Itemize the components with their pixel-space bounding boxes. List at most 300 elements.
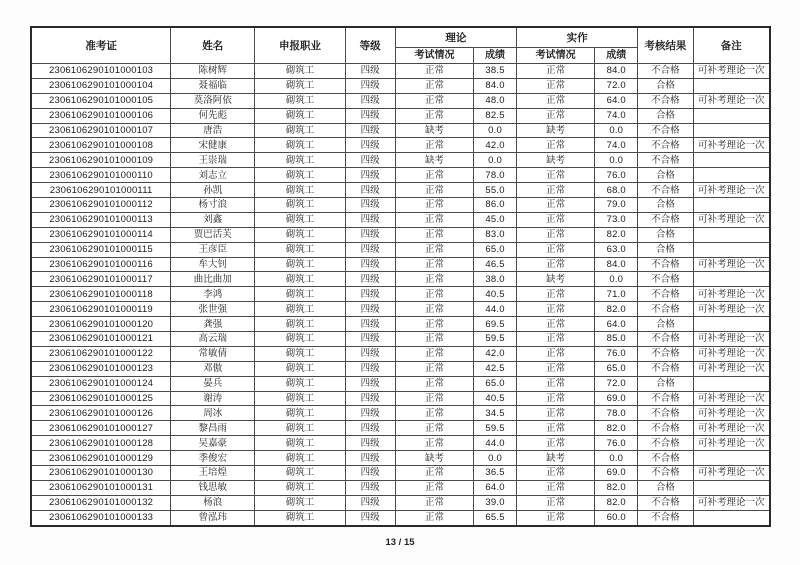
cell-ticket: 2306106290101000104: [31, 78, 171, 93]
cell-level: 四级: [345, 495, 395, 510]
cell-theory-score: 44.0: [474, 436, 517, 451]
cell-remark: 可补考理论一次: [693, 466, 770, 481]
cell-theory-score: 38.5: [474, 64, 517, 79]
cell-occupation: 砌筑工: [255, 138, 345, 153]
cell-occupation: 砌筑工: [255, 64, 345, 79]
table-row: [31, 212, 770, 227]
cell-theory-score: 55.0: [474, 183, 517, 198]
table-row: [31, 153, 770, 168]
cell-theory-status: 正常: [395, 421, 473, 436]
cell-practical-score: 82.0: [595, 495, 638, 510]
cell-practical-status: 正常: [516, 198, 594, 213]
cell-ticket: 2306106290101000133: [31, 510, 171, 525]
cell-remark: [693, 451, 770, 466]
cell-ticket: 2306106290101000122: [31, 346, 171, 361]
cell-remark: 可补考理论一次: [693, 406, 770, 421]
cell-remark: [693, 317, 770, 332]
cell-theory-status: 正常: [395, 78, 473, 93]
cell-theory-status: 正常: [395, 138, 473, 153]
cell-name: 王崇瑞: [171, 153, 255, 168]
cell-level: 四级: [345, 198, 395, 213]
table-row: [31, 361, 770, 376]
cell-name: 唐浩: [171, 123, 255, 138]
cell-theory-score: 44.0: [474, 302, 517, 317]
cell-level: 四级: [345, 332, 395, 347]
cell-practical-status: 正常: [516, 376, 594, 391]
cell-practical-status: 正常: [516, 421, 594, 436]
cell-practical-status: 正常: [516, 287, 594, 302]
cell-practical-score: 74.0: [595, 108, 638, 123]
table-row: [31, 257, 770, 272]
cell-theory-score: 0.0: [474, 153, 517, 168]
table-row: [31, 183, 770, 198]
cell-theory-score: 40.5: [474, 391, 517, 406]
table-row: [31, 227, 770, 242]
table-row: [31, 317, 770, 332]
cell-level: 四级: [345, 93, 395, 108]
cell-ticket: 2306106290101000127: [31, 421, 171, 436]
cell-theory-score: 65.0: [474, 242, 517, 257]
cell-theory-status: 正常: [395, 302, 473, 317]
cell-theory-status: 正常: [395, 64, 473, 79]
table-row: [31, 391, 770, 406]
cell-practical-score: 0.0: [595, 272, 638, 287]
cell-theory-status: 正常: [395, 93, 473, 108]
cell-theory-score: 38.0: [474, 272, 517, 287]
cell-name: 邓傲: [171, 361, 255, 376]
cell-level: 四级: [345, 153, 395, 168]
cell-practical-status: 正常: [516, 406, 594, 421]
cell-remark: [693, 242, 770, 257]
cell-theory-score: 78.0: [474, 168, 517, 183]
cell-ticket: 2306106290101000110: [31, 168, 171, 183]
cell-theory-score: 64.0: [474, 480, 517, 495]
cell-name: 王培煌: [171, 466, 255, 481]
cell-ticket: 2306106290101000128: [31, 436, 171, 451]
cell-theory-score: 65.5: [474, 510, 517, 525]
cell-theory-status: 正常: [395, 495, 473, 510]
cell-theory-score: 59.5: [474, 421, 517, 436]
cell-ticket: 2306106290101000116: [31, 257, 171, 272]
cell-ticket: 2306106290101000108: [31, 138, 171, 153]
cell-practical-score: 82.0: [595, 302, 638, 317]
cell-practical-score: 82.0: [595, 227, 638, 242]
table-row: [31, 436, 770, 451]
cell-practical-score: 76.0: [595, 436, 638, 451]
cell-result: 不合格: [638, 287, 693, 302]
cell-result: 不合格: [638, 510, 693, 525]
cell-level: 四级: [345, 480, 395, 495]
cell-practical-status: 正常: [516, 138, 594, 153]
cell-practical-status: 正常: [516, 436, 594, 451]
cell-practical-score: 64.0: [595, 317, 638, 332]
cell-level: 四级: [345, 168, 395, 183]
cell-theory-status: 正常: [395, 168, 473, 183]
cell-remark: [693, 78, 770, 93]
cell-name: 何先彪: [171, 108, 255, 123]
cell-name: 杨浪: [171, 495, 255, 510]
cell-remark: 可补考理论一次: [693, 391, 770, 406]
cell-level: 四级: [345, 302, 395, 317]
cell-ticket: 2306106290101000131: [31, 480, 171, 495]
cell-ticket: 2306106290101000111: [31, 183, 171, 198]
cell-theory-status: 正常: [395, 212, 473, 227]
cell-name: 李鸿: [171, 287, 255, 302]
cell-theory-score: 45.0: [474, 212, 517, 227]
cell-remark: 可补考理论一次: [693, 421, 770, 436]
cell-practical-score: 76.0: [595, 346, 638, 361]
cell-remark: 可补考理论一次: [693, 287, 770, 302]
cell-ticket: 2306106290101000113: [31, 212, 171, 227]
cell-theory-score: 36.5: [474, 466, 517, 481]
cell-theory-score: 39.0: [474, 495, 517, 510]
cell-result: 不合格: [638, 153, 693, 168]
cell-result: 不合格: [638, 183, 693, 198]
cell-remark: [693, 108, 770, 123]
cell-remark: 可补考理论一次: [693, 93, 770, 108]
cell-level: 四级: [345, 421, 395, 436]
header-remark: 备注: [693, 27, 770, 64]
cell-remark: [693, 272, 770, 287]
header-theory-status: 考试情况: [395, 48, 473, 64]
header-practical-score: 成绩: [595, 48, 638, 64]
cell-theory-score: 69.5: [474, 317, 517, 332]
cell-remark: 可补考理论一次: [693, 346, 770, 361]
cell-remark: [693, 123, 770, 138]
cell-remark: 可补考理论一次: [693, 183, 770, 198]
cell-occupation: 砌筑工: [255, 332, 345, 347]
cell-ticket: 2306106290101000129: [31, 451, 171, 466]
cell-name: 聂福临: [171, 78, 255, 93]
cell-level: 四级: [345, 510, 395, 525]
cell-practical-status: 缺考: [516, 123, 594, 138]
results-table-body: [31, 64, 770, 526]
cell-theory-status: 正常: [395, 257, 473, 272]
cell-result: 不合格: [638, 451, 693, 466]
cell-occupation: 砌筑工: [255, 93, 345, 108]
cell-theory-status: 正常: [395, 406, 473, 421]
cell-level: 四级: [345, 227, 395, 242]
cell-theory-status: 正常: [395, 466, 473, 481]
header-result: 考核结果: [638, 27, 693, 64]
cell-practical-score: 78.0: [595, 406, 638, 421]
cell-name: 张世强: [171, 302, 255, 317]
cell-level: 四级: [345, 346, 395, 361]
cell-theory-score: 86.0: [474, 198, 517, 213]
header-name: 姓名: [171, 27, 255, 64]
cell-practical-status: 正常: [516, 227, 594, 242]
cell-result: 合格: [638, 198, 693, 213]
cell-result: 不合格: [638, 346, 693, 361]
cell-occupation: 砌筑工: [255, 198, 345, 213]
cell-remark: 可补考理论一次: [693, 302, 770, 317]
cell-ticket: 2306106290101000123: [31, 361, 171, 376]
cell-level: 四级: [345, 183, 395, 198]
table-row: [31, 93, 770, 108]
table-row: [31, 242, 770, 257]
cell-occupation: 砌筑工: [255, 421, 345, 436]
cell-practical-status: 正常: [516, 242, 594, 257]
cell-practical-status: 正常: [516, 480, 594, 495]
table-row: [31, 64, 770, 79]
cell-remark: 可补考理论一次: [693, 212, 770, 227]
cell-remark: 可补考理论一次: [693, 332, 770, 347]
cell-result: 合格: [638, 78, 693, 93]
cell-theory-status: 正常: [395, 272, 473, 287]
table-row: [31, 421, 770, 436]
cell-ticket: 2306106290101000112: [31, 198, 171, 213]
cell-ticket: 2306106290101000105: [31, 93, 171, 108]
table-row: [31, 287, 770, 302]
cell-theory-score: 42.0: [474, 346, 517, 361]
cell-practical-status: 正常: [516, 78, 594, 93]
cell-occupation: 砌筑工: [255, 78, 345, 93]
page-number: 13 / 15: [385, 537, 415, 548]
cell-practical-score: 69.0: [595, 391, 638, 406]
cell-theory-score: 40.5: [474, 287, 517, 302]
cell-name: 牟大钊: [171, 257, 255, 272]
cell-theory-score: 59.5: [474, 332, 517, 347]
cell-occupation: 砌筑工: [255, 495, 345, 510]
cell-practical-score: 60.0: [595, 510, 638, 525]
cell-occupation: 砌筑工: [255, 451, 345, 466]
cell-theory-status: 正常: [395, 108, 473, 123]
cell-ticket: 2306106290101000107: [31, 123, 171, 138]
table-row: [31, 138, 770, 153]
cell-theory-status: 正常: [395, 361, 473, 376]
cell-practical-status: 正常: [516, 212, 594, 227]
cell-name: 曾泓玮: [171, 510, 255, 525]
cell-ticket: 2306106290101000118: [31, 287, 171, 302]
cell-name: 陈树辉: [171, 64, 255, 79]
cell-level: 四级: [345, 451, 395, 466]
table-row: [31, 198, 770, 213]
cell-ticket: 2306106290101000125: [31, 391, 171, 406]
cell-result: 合格: [638, 168, 693, 183]
cell-theory-status: 正常: [395, 198, 473, 213]
cell-ticket: 2306106290101000121: [31, 332, 171, 347]
cell-practical-score: 82.0: [595, 421, 638, 436]
cell-practical-status: 正常: [516, 257, 594, 272]
cell-remark: [693, 480, 770, 495]
cell-level: 四级: [345, 64, 395, 79]
cell-theory-status: 正常: [395, 391, 473, 406]
cell-name: 周冰: [171, 406, 255, 421]
cell-practical-score: 82.0: [595, 480, 638, 495]
table-row: [31, 123, 770, 138]
cell-practical-score: 0.0: [595, 123, 638, 138]
exam-results-table: [30, 26, 771, 527]
table-row: [31, 332, 770, 347]
cell-level: 四级: [345, 406, 395, 421]
cell-theory-status: 正常: [395, 510, 473, 525]
cell-theory-status: 缺考: [395, 451, 473, 466]
cell-ticket: 2306106290101000124: [31, 376, 171, 391]
cell-occupation: 砌筑工: [255, 183, 345, 198]
cell-occupation: 砌筑工: [255, 376, 345, 391]
cell-level: 四级: [345, 257, 395, 272]
cell-remark: 可补考理论一次: [693, 257, 770, 272]
cell-theory-status: 缺考: [395, 123, 473, 138]
cell-remark: [693, 227, 770, 242]
cell-remark: 可补考理论一次: [693, 436, 770, 451]
table-row: [31, 510, 770, 525]
cell-level: 四级: [345, 78, 395, 93]
header-practical-group: 实作: [516, 27, 637, 48]
cell-practical-status: 正常: [516, 361, 594, 376]
table-header: [31, 27, 770, 64]
cell-remark: 可补考理论一次: [693, 138, 770, 153]
cell-theory-score: 34.5: [474, 406, 517, 421]
cell-result: 合格: [638, 227, 693, 242]
cell-practical-score: 76.0: [595, 168, 638, 183]
cell-level: 四级: [345, 361, 395, 376]
cell-level: 四级: [345, 466, 395, 481]
header-level: 等级: [345, 27, 395, 64]
cell-result: 不合格: [638, 64, 693, 79]
cell-occupation: 砌筑工: [255, 436, 345, 451]
cell-practical-status: 缺考: [516, 272, 594, 287]
cell-theory-status: 缺考: [395, 153, 473, 168]
cell-level: 四级: [345, 212, 395, 227]
cell-practical-status: 缺考: [516, 153, 594, 168]
cell-theory-status: 正常: [395, 346, 473, 361]
cell-practical-status: 正常: [516, 466, 594, 481]
cell-practical-status: 正常: [516, 93, 594, 108]
table-row: [31, 168, 770, 183]
cell-practical-score: 73.0: [595, 212, 638, 227]
cell-name: 刘志立: [171, 168, 255, 183]
cell-ticket: 2306106290101000114: [31, 227, 171, 242]
cell-ticket: 2306106290101000103: [31, 64, 171, 79]
cell-result: 不合格: [638, 272, 693, 287]
cell-name: 宋健康: [171, 138, 255, 153]
cell-name: 贾巴活芙: [171, 227, 255, 242]
cell-practical-score: 84.0: [595, 64, 638, 79]
cell-practical-status: 缺考: [516, 451, 594, 466]
cell-practical-status: 正常: [516, 64, 594, 79]
cell-ticket: 2306106290101000132: [31, 495, 171, 510]
cell-occupation: 砌筑工: [255, 361, 345, 376]
cell-name: 晏兵: [171, 376, 255, 391]
cell-remark: [693, 510, 770, 525]
cell-name: 刘鑫: [171, 212, 255, 227]
cell-result: 合格: [638, 317, 693, 332]
cell-practical-status: 正常: [516, 510, 594, 525]
cell-theory-status: 正常: [395, 183, 473, 198]
cell-ticket: 2306106290101000130: [31, 466, 171, 481]
cell-occupation: 砌筑工: [255, 317, 345, 332]
cell-result: 不合格: [638, 257, 693, 272]
cell-occupation: 砌筑工: [255, 212, 345, 227]
cell-theory-score: 82.5: [474, 108, 517, 123]
cell-theory-score: 42.0: [474, 138, 517, 153]
cell-occupation: 砌筑工: [255, 480, 345, 495]
cell-ticket: 2306106290101000119: [31, 302, 171, 317]
cell-practical-score: 84.0: [595, 257, 638, 272]
cell-occupation: 砌筑工: [255, 242, 345, 257]
cell-ticket: 2306106290101000106: [31, 108, 171, 123]
cell-result: 不合格: [638, 391, 693, 406]
cell-occupation: 砌筑工: [255, 287, 345, 302]
cell-practical-score: 0.0: [595, 451, 638, 466]
cell-level: 四级: [345, 272, 395, 287]
cell-remark: [693, 376, 770, 391]
cell-level: 四级: [345, 242, 395, 257]
cell-ticket: 2306106290101000115: [31, 242, 171, 257]
cell-occupation: 砌筑工: [255, 168, 345, 183]
cell-remark: 可补考理论一次: [693, 64, 770, 79]
cell-level: 四级: [345, 317, 395, 332]
cell-ticket: 2306106290101000117: [31, 272, 171, 287]
header-ticket: 准考证: [31, 27, 171, 64]
cell-result: 不合格: [638, 361, 693, 376]
cell-ticket: 2306106290101000120: [31, 317, 171, 332]
cell-practical-score: 71.0: [595, 287, 638, 302]
cell-result: 不合格: [638, 332, 693, 347]
cell-result: 不合格: [638, 436, 693, 451]
header-theory-score: 成绩: [474, 48, 517, 64]
cell-result: 合格: [638, 242, 693, 257]
cell-practical-status: 正常: [516, 317, 594, 332]
cell-theory-status: 正常: [395, 332, 473, 347]
cell-level: 四级: [345, 123, 395, 138]
cell-theory-status: 正常: [395, 242, 473, 257]
cell-result: 不合格: [638, 123, 693, 138]
cell-theory-status: 正常: [395, 317, 473, 332]
cell-occupation: 砌筑工: [255, 272, 345, 287]
cell-practical-status: 正常: [516, 391, 594, 406]
cell-practical-score: 74.0: [595, 138, 638, 153]
cell-name: 常敏倩: [171, 346, 255, 361]
cell-ticket: 2306106290101000126: [31, 406, 171, 421]
cell-practical-status: 正常: [516, 332, 594, 347]
cell-level: 四级: [345, 391, 395, 406]
cell-occupation: 砌筑工: [255, 108, 345, 123]
cell-occupation: 砌筑工: [255, 153, 345, 168]
cell-occupation: 砌筑工: [255, 346, 345, 361]
cell-occupation: 砌筑工: [255, 406, 345, 421]
table-row: [31, 495, 770, 510]
cell-practical-score: 63.0: [595, 242, 638, 257]
cell-name: 龚强: [171, 317, 255, 332]
cell-occupation: 砌筑工: [255, 466, 345, 481]
cell-practical-status: 正常: [516, 108, 594, 123]
cell-name: 吴嘉豪: [171, 436, 255, 451]
cell-practical-status: 正常: [516, 183, 594, 198]
cell-name: 王彦臣: [171, 242, 255, 257]
cell-remark: [693, 153, 770, 168]
cell-theory-score: 0.0: [474, 123, 517, 138]
table-row: [31, 108, 770, 123]
cell-name: 谢涛: [171, 391, 255, 406]
cell-practical-status: 正常: [516, 495, 594, 510]
cell-occupation: 砌筑工: [255, 302, 345, 317]
cell-practical-score: 72.0: [595, 78, 638, 93]
cell-name: 黎昌雨: [171, 421, 255, 436]
cell-result: 不合格: [638, 466, 693, 481]
cell-theory-score: 83.0: [474, 227, 517, 242]
cell-theory-score: 84.0: [474, 78, 517, 93]
header-practical-status: 考试情况: [516, 48, 594, 64]
cell-theory-score: 0.0: [474, 451, 517, 466]
table-row: [31, 406, 770, 421]
cell-remark: 可补考理论一次: [693, 495, 770, 510]
cell-theory-status: 正常: [395, 436, 473, 451]
cell-result: 不合格: [638, 93, 693, 108]
cell-practical-status: 正常: [516, 346, 594, 361]
cell-level: 四级: [345, 138, 395, 153]
